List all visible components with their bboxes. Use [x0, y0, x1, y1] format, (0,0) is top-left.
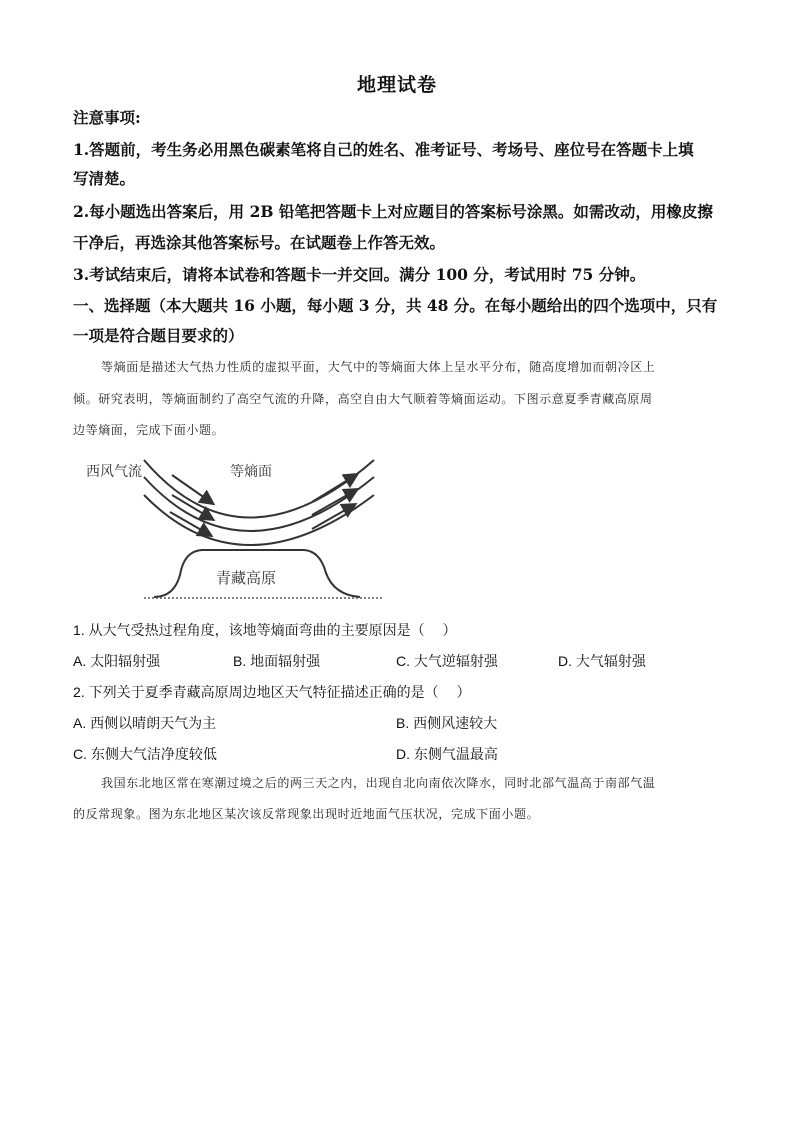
notice-item-2-line-1: 2.每小题选出答案后，用 2B 铅笔把答题卡上对应题目的答案标号涂黑。如需改动，用橡皮擦: [73, 202, 713, 221]
question-2-option-d: D. 东侧气温最高: [396, 746, 498, 762]
question-1-option-d: D. 大气辐射强: [558, 653, 646, 669]
passage-1-line-2: 倾。研究表明，等熵面制约了高空气流的升降，高空自由大气顺着等熵面运动。下图示意夏季青藏高原周: [73, 392, 653, 406]
east-arrow-1: [312, 475, 356, 502]
question-1-option-a: A. 太阳辐射强: [73, 653, 161, 669]
passage-2-line-1: 我国东北地区常在寒潮过境之后的两三天之内，出现自北向南依次降水，同时北部气温高于南部气温: [101, 776, 656, 790]
plateau-label: 青藏高原: [216, 569, 277, 587]
passage-1-line-1: 等熵面是描述大气热力性质的虚拟平面，大气中的等熵面大体上呈水平分布，随高度增加而朝冷区上: [101, 360, 656, 374]
notice-item-3: 3.考试结束后，请将本试卷和答题卡一并交回。满分 100 分，考试用时 75 分钟。: [73, 265, 646, 284]
question-1-stem: 1. 从大气受热过程角度，该地等熵面弯曲的主要原因是（ ）: [73, 622, 457, 638]
notice-item-1-line-1: 1.答题前，考生务必用黑色碳素笔将自己的姓名、准考证号、考场号、座位号在答题卡上填: [73, 140, 694, 159]
section-heading-line-1: 一、选择题（本大题共 16 小题，每小题 3 分，共 48 分。在每小题给出的四个选项中，只有: [73, 296, 718, 315]
question-2-option-c: C. 东侧大气洁净度较低: [73, 746, 217, 762]
section-heading-line-2: 一项是符合题目要求的）: [73, 326, 244, 345]
question-1-option-b: B. 地面辐射强: [233, 653, 321, 669]
notice-item-1-line-2: 写清楚。: [73, 169, 136, 188]
isentropic-figure: [82, 455, 382, 605]
question-2-option-b: B. 西侧风速较大: [396, 715, 498, 731]
east-arrow-3: [312, 505, 354, 529]
page-title: 地理试卷: [356, 74, 437, 96]
notice-item-2-line-2: 干净后，再选涂其他答案标号。在试题卷上作答无效。: [73, 233, 446, 252]
isentropic-label: 等熵面: [230, 464, 272, 480]
notice-heading: 注意事项:: [73, 108, 141, 127]
question-2-option-a: A. 西侧以晴朗天气为主: [73, 715, 217, 731]
question-1-option-c: C. 大气逆辐射强: [396, 653, 498, 669]
west-wind-label: 西风气流: [86, 464, 142, 480]
question-2-stem: 2. 下列关于夏季青藏高原周边地区天气特征描述正确的是（ ）: [73, 684, 471, 700]
passage-1-line-3: 边等熵面，完成下面小题。: [73, 423, 225, 437]
passage-2-line-2: 的反常现象。图为东北地区某次该反常现象出现时近地面气压状况，完成下面小题。: [73, 807, 540, 821]
